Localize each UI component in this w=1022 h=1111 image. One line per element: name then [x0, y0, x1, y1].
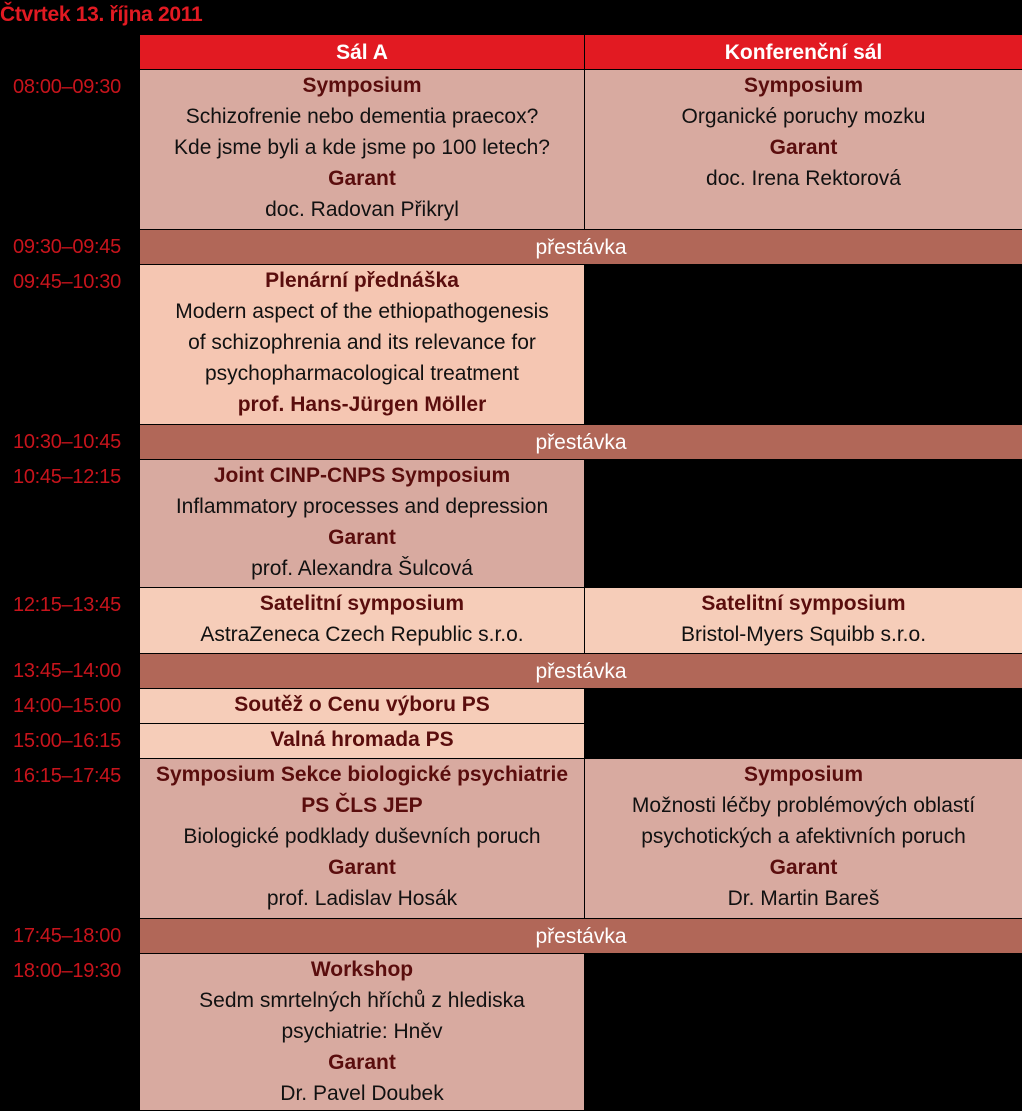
time-slot: 14:00–15:00 [1, 689, 140, 724]
page-title: Čtvrtek 13. října 2011 [0, 0, 202, 34]
session-line: psychotických a afektivních poruch [585, 821, 1022, 852]
break-row [1, 654, 1022, 689]
time-slot: 17:45–18:00 [1, 919, 140, 954]
garant-label: Garant [585, 852, 1022, 883]
speaker-name: prof. Hans-Jürgen Möller [140, 389, 584, 420]
schedule-row [1, 724, 1022, 759]
break-cell: přestávka [140, 919, 1022, 954]
garant-name: doc. Irena Rektorová [585, 163, 1022, 194]
schedule-table [0, 34, 1022, 1111]
time-slot: 18:00–19:30 [1, 954, 140, 1111]
session-line: Modern aspect of the ethiopathogenesis [140, 296, 584, 327]
session-title: Symposium [585, 70, 1022, 101]
session-line: Sedm smrtelných hříchů z hlediska [140, 985, 584, 1016]
time-slot: 15:00–16:15 [1, 724, 140, 759]
empty-cell [585, 689, 1022, 724]
time-slot: 09:30–09:45 [1, 230, 140, 265]
session-cell [140, 70, 585, 230]
session-line: Organické poruchy mozku [585, 101, 1022, 132]
header-row [1, 35, 1022, 70]
session-cell [140, 724, 585, 759]
session-title: Symposium [585, 759, 1022, 790]
empty-cell [585, 724, 1022, 759]
empty-cell [585, 954, 1022, 1111]
garant-label: Garant [585, 132, 1022, 163]
session-title: Valná hromada PS [140, 724, 584, 755]
session-line: Schizofrenie nebo dementia praecox? [140, 101, 584, 132]
time-slot: 12:15–13:45 [1, 588, 140, 654]
garant-name: prof. Alexandra Šulcová [140, 553, 584, 584]
session-title: Satelitní symposium [585, 588, 1022, 619]
session-line: psychiatrie: Hněv [140, 1016, 584, 1047]
schedule-row [1, 70, 1022, 230]
time-slot: 13:45–14:00 [1, 654, 140, 689]
garant-name: Dr. Martin Bareš [585, 883, 1022, 914]
break-cell: přestávka [140, 654, 1022, 689]
garant-name: doc. Radovan Přikryl [140, 194, 584, 225]
session-title: Symposium Sekce biologické psychiatrie [140, 759, 584, 790]
session-cell [585, 759, 1022, 919]
garant-name: prof. Ladislav Hosák [140, 883, 584, 914]
session-cell [140, 265, 585, 425]
session-line: Možnosti léčby problémových oblastí [585, 790, 1022, 821]
garant-name: Dr. Pavel Doubek [140, 1078, 584, 1109]
schedule-row [1, 759, 1022, 919]
session-cell [140, 759, 585, 919]
session-cell [585, 70, 1022, 230]
time-slot: 10:30–10:45 [1, 425, 140, 460]
schedule-row [1, 588, 1022, 654]
garant-label: Garant [140, 852, 584, 883]
session-line: Kde jsme byli a kde jsme po 100 letech? [140, 132, 584, 163]
session-title: Symposium [140, 70, 584, 101]
session-line: AstraZeneca Czech Republic s.r.o. [140, 619, 584, 650]
session-line: Bristol-Myers Squibb s.r.o. [585, 619, 1022, 650]
garant-label: Garant [140, 163, 584, 194]
time-slot: 08:00–09:30 [1, 70, 140, 230]
session-line: of schizophrenia and its relevance for [140, 327, 584, 358]
garant-label: Garant [140, 1047, 584, 1078]
session-line: Inflammatory processes and depression [140, 491, 584, 522]
time-slot: 09:45–10:30 [1, 265, 140, 425]
session-cell [140, 689, 585, 724]
session-title: PS ČLS JEP [140, 790, 584, 821]
column-header-sal-a: Sál A [140, 35, 585, 70]
session-cell [585, 588, 1022, 654]
session-cell [140, 954, 585, 1111]
empty-cell [585, 460, 1022, 588]
time-slot: 10:45–12:15 [1, 460, 140, 588]
session-title: Workshop [140, 954, 584, 985]
session-title: Satelitní symposium [140, 588, 584, 619]
column-header-konferencni-sal: Konferenční sál [585, 35, 1022, 70]
break-cell: přestávka [140, 230, 1022, 265]
empty-cell [585, 265, 1022, 425]
break-row [1, 919, 1022, 954]
header-blank-cell [1, 35, 140, 70]
session-cell [140, 460, 585, 588]
break-row [1, 425, 1022, 460]
break-row [1, 230, 1022, 265]
garant-label: Garant [140, 522, 584, 553]
session-line: psychopharmacological treatment [140, 358, 584, 389]
session-cell [140, 588, 585, 654]
session-title: Soutěž o Cenu výboru PS [140, 689, 584, 720]
schedule-row [1, 689, 1022, 724]
schedule-row [1, 954, 1022, 1111]
session-title: Plenární přednáška [140, 265, 584, 296]
session-title: Joint CINP-CNPS Symposium [140, 460, 584, 491]
schedule-row [1, 265, 1022, 425]
schedule-row [1, 460, 1022, 588]
time-slot: 16:15–17:45 [1, 759, 140, 919]
break-cell: přestávka [140, 425, 1022, 460]
session-line: Biologické podklady duševních poruch [140, 821, 584, 852]
